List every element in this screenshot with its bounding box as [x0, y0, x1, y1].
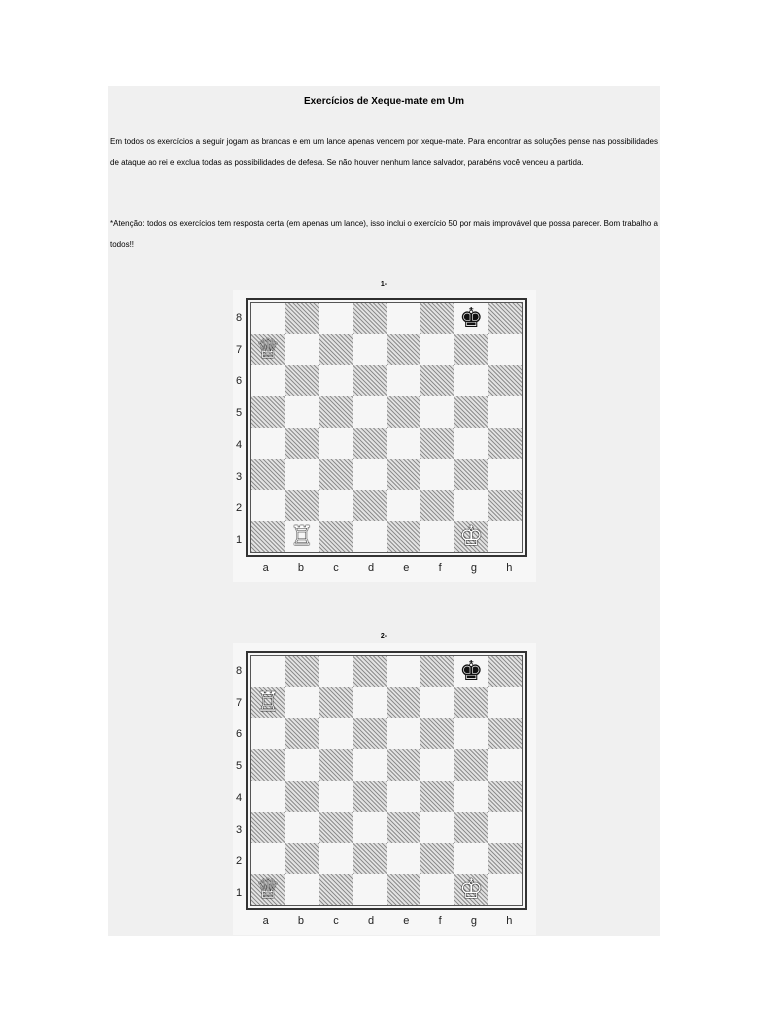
square-a8: [251, 656, 285, 687]
square-f5: [420, 396, 454, 427]
square-h5: [488, 396, 522, 427]
square-b3: [285, 459, 319, 490]
square-f2: [420, 490, 454, 521]
rank-label-1: 1: [235, 887, 243, 900]
exercise-1-diagram: [233, 290, 536, 582]
square-f5: [420, 749, 454, 780]
square-a8: [251, 303, 285, 334]
rank-label-2: 2: [235, 502, 243, 515]
square-c4: [319, 781, 353, 812]
square-c8: [319, 656, 353, 687]
square-a5: [251, 749, 285, 780]
square-g6: [454, 718, 488, 749]
white-queen-icon: ♕: [255, 873, 281, 905]
square-c2: [319, 843, 353, 874]
file-label-d: d: [367, 915, 375, 927]
file-label-g: g: [470, 915, 477, 927]
file-label-d: d: [367, 562, 375, 574]
file-label-e: e: [403, 915, 410, 927]
rank-label-3: 3: [235, 823, 243, 836]
square-a5: [251, 396, 285, 427]
square-h2: [488, 843, 522, 874]
square-c4: [319, 428, 353, 459]
chess-board: [246, 298, 527, 557]
square-h1: [488, 521, 522, 552]
square-h3: [488, 812, 522, 843]
square-h1: [488, 874, 522, 905]
square-d5: [353, 749, 387, 780]
square-e3: [387, 812, 421, 843]
square-g8: [454, 303, 488, 334]
square-c1: [319, 874, 353, 905]
square-d7: [353, 687, 387, 718]
square-f6: [420, 718, 454, 749]
square-d2: [353, 490, 387, 521]
square-e1: [387, 521, 421, 552]
rank-label-8: 8: [235, 311, 243, 324]
rank-label-4: 4: [235, 791, 243, 804]
square-c7: [319, 334, 353, 365]
black-king-icon: ♚: [459, 656, 484, 688]
square-c3: [319, 812, 353, 843]
square-e3: [387, 459, 421, 490]
square-h7: [488, 334, 522, 365]
square-h4: [488, 781, 522, 812]
square-b2: [285, 490, 319, 521]
exercise-2-label: 2-: [380, 633, 388, 640]
rank-label-7: 7: [235, 696, 243, 709]
square-h8: [488, 656, 522, 687]
chess-board: [246, 651, 527, 910]
rank-label-5: 5: [235, 407, 243, 420]
document-title: Exercícios de Xeque-mate em Um: [303, 96, 465, 107]
square-b5: [285, 396, 319, 427]
rank-label-4: 4: [235, 438, 243, 451]
board-grid: [250, 302, 523, 553]
square-g6: [454, 365, 488, 396]
rank-labels: [233, 655, 245, 909]
square-e6: [387, 365, 421, 396]
white-rook-icon: ♖: [255, 687, 281, 719]
square-b7: [285, 687, 319, 718]
square-c2: [319, 490, 353, 521]
file-labels: [248, 562, 527, 576]
file-label-h: h: [506, 562, 513, 574]
rank-label-3: 3: [235, 470, 243, 483]
white-king-icon: ♔: [459, 873, 484, 905]
square-h8: [488, 303, 522, 334]
file-label-g: g: [470, 562, 477, 574]
exercise-2-diagram: [233, 643, 536, 935]
square-a4: [251, 428, 285, 459]
square-b1: [285, 521, 319, 552]
file-label-c: c: [333, 562, 339, 574]
square-d1: [353, 874, 387, 905]
square-e4: [387, 781, 421, 812]
square-a2: [251, 843, 285, 874]
file-label-a: a: [262, 915, 269, 927]
rank-label-6: 6: [235, 728, 243, 741]
square-f7: [420, 687, 454, 718]
square-g3: [454, 812, 488, 843]
file-label-b: b: [297, 915, 305, 927]
square-g3: [454, 459, 488, 490]
square-b1: [285, 874, 319, 905]
square-a4: [251, 781, 285, 812]
square-b3: [285, 812, 319, 843]
square-e5: [387, 749, 421, 780]
file-label-f: f: [438, 915, 442, 927]
square-b8: [285, 656, 319, 687]
square-e8: [387, 303, 421, 334]
square-d6: [353, 365, 387, 396]
board-grid: [250, 655, 523, 906]
square-c7: [319, 687, 353, 718]
square-a2: [251, 490, 285, 521]
square-h7: [488, 687, 522, 718]
rank-label-1: 1: [235, 534, 243, 547]
square-g2: [454, 490, 488, 521]
square-a7: [251, 334, 285, 365]
square-e8: [387, 656, 421, 687]
exercise-1-label: 1-: [380, 281, 388, 288]
file-label-e: e: [403, 562, 410, 574]
square-g1: [454, 874, 488, 905]
square-c8: [319, 303, 353, 334]
rank-label-5: 5: [235, 760, 243, 773]
square-h3: [488, 459, 522, 490]
square-b6: [285, 365, 319, 396]
file-labels: [248, 915, 527, 929]
square-a6: [251, 365, 285, 396]
square-c5: [319, 749, 353, 780]
square-e7: [387, 334, 421, 365]
square-c1: [319, 521, 353, 552]
square-d2: [353, 843, 387, 874]
square-b4: [285, 781, 319, 812]
square-a7: [251, 687, 285, 718]
square-g7: [454, 687, 488, 718]
square-d1: [353, 521, 387, 552]
square-d4: [353, 428, 387, 459]
square-f4: [420, 781, 454, 812]
square-g5: [454, 749, 488, 780]
square-b8: [285, 303, 319, 334]
square-d4: [353, 781, 387, 812]
square-g5: [454, 396, 488, 427]
rank-labels: [233, 302, 245, 556]
file-label-h: h: [506, 915, 513, 927]
square-g8: [454, 656, 488, 687]
note-paragraph: *Atenção: todos os exercícios tem resposta certa (em apenas um lance), isso inclui o exercício 50 por mais improvável que possa parecer. Bom trabalho a todos!!: [110, 219, 658, 249]
square-g7: [454, 334, 488, 365]
file-label-c: c: [333, 915, 339, 927]
square-f3: [420, 459, 454, 490]
square-f3: [420, 812, 454, 843]
intro-paragraph: Em todos os exercícios a seguir jogam as brancas e em um lance apenas vencem por xeque-mate. Para encontrar as soluções pense nas possibilidades de ataque ao rei e exclua todas as possibilidades de defesa. Se não houver nenhum lance salvador, parabéns você venceu a partida.: [110, 137, 658, 167]
square-e2: [387, 490, 421, 521]
square-g4: [454, 428, 488, 459]
square-e6: [387, 718, 421, 749]
square-e1: [387, 874, 421, 905]
square-f4: [420, 428, 454, 459]
rank-label-2: 2: [235, 855, 243, 868]
square-g4: [454, 781, 488, 812]
white-king-icon: ♔: [459, 520, 484, 552]
rank-label-8: 8: [235, 664, 243, 677]
document-page: [108, 86, 660, 936]
square-a6: [251, 718, 285, 749]
square-c6: [319, 718, 353, 749]
square-f1: [420, 874, 454, 905]
square-g2: [454, 843, 488, 874]
white-rook-icon: ♖: [289, 520, 314, 552]
file-label-a: a: [262, 562, 269, 574]
square-a1: [251, 874, 285, 905]
square-d3: [353, 812, 387, 843]
square-a1: [251, 521, 285, 552]
square-h4: [488, 428, 522, 459]
black-king-icon: ♚: [459, 303, 484, 335]
square-g1: [454, 521, 488, 552]
square-a3: [251, 812, 285, 843]
square-d3: [353, 459, 387, 490]
square-h5: [488, 749, 522, 780]
square-b4: [285, 428, 319, 459]
square-f8: [420, 303, 454, 334]
square-f2: [420, 843, 454, 874]
square-b2: [285, 843, 319, 874]
square-e7: [387, 687, 421, 718]
file-label-f: f: [438, 562, 442, 574]
square-d8: [353, 303, 387, 334]
file-label-b: b: [297, 562, 305, 574]
square-b7: [285, 334, 319, 365]
square-e5: [387, 396, 421, 427]
square-c3: [319, 459, 353, 490]
square-f7: [420, 334, 454, 365]
square-d5: [353, 396, 387, 427]
square-h6: [488, 718, 522, 749]
square-c6: [319, 365, 353, 396]
rank-label-6: 6: [235, 375, 243, 388]
square-e2: [387, 843, 421, 874]
square-f1: [420, 521, 454, 552]
square-f8: [420, 656, 454, 687]
square-b6: [285, 718, 319, 749]
square-d6: [353, 718, 387, 749]
square-h6: [488, 365, 522, 396]
white-queen-icon: ♕: [255, 334, 281, 366]
square-d7: [353, 334, 387, 365]
square-d8: [353, 656, 387, 687]
square-c5: [319, 396, 353, 427]
rank-label-7: 7: [235, 343, 243, 356]
square-e4: [387, 428, 421, 459]
square-b5: [285, 749, 319, 780]
square-a3: [251, 459, 285, 490]
square-h2: [488, 490, 522, 521]
square-f6: [420, 365, 454, 396]
